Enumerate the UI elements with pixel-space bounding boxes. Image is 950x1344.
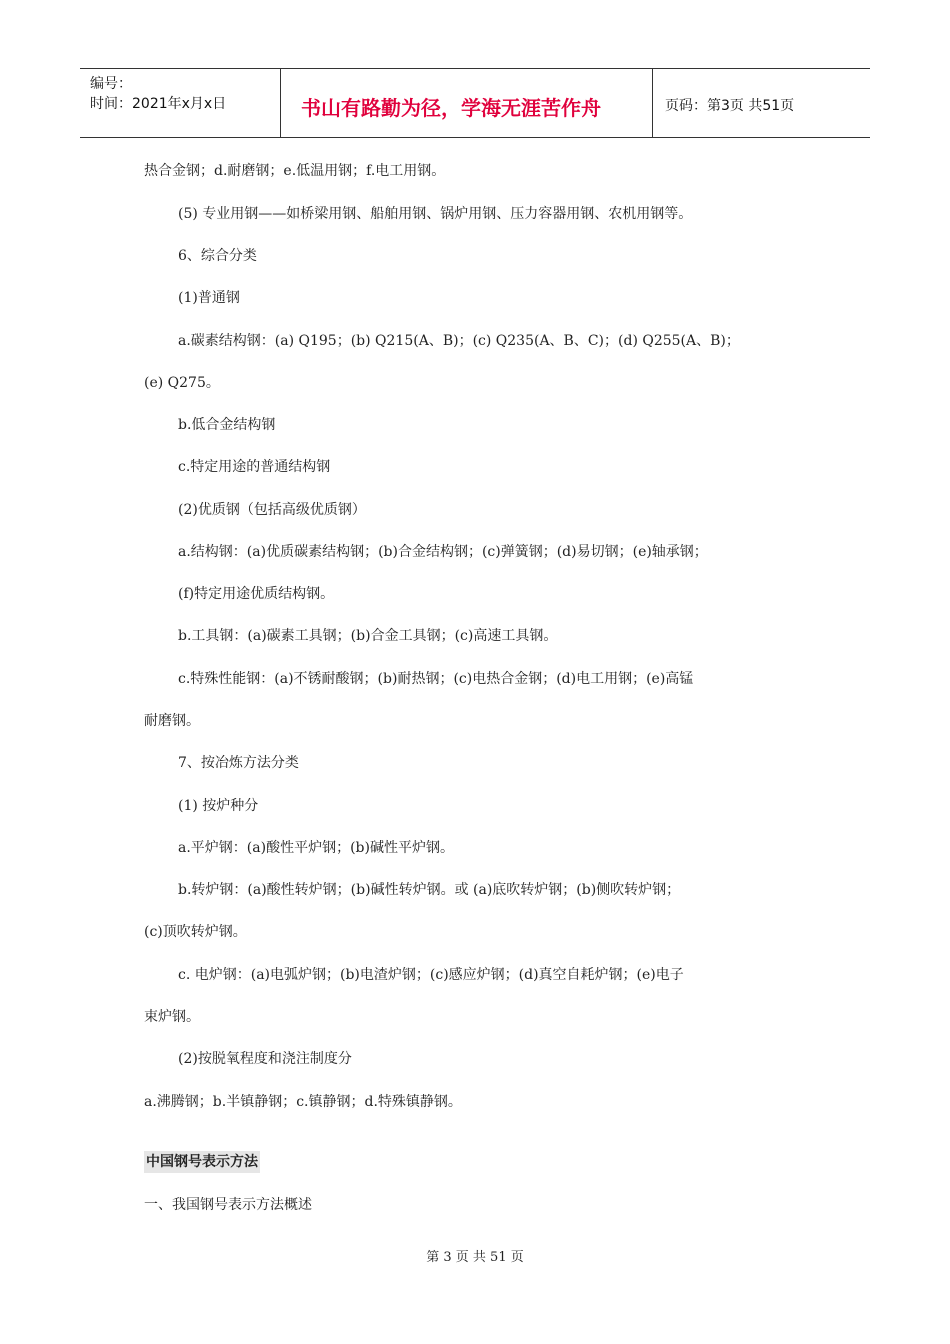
body-line: (1) 按炉种分 [178, 798, 259, 814]
number-label: 编号： [90, 76, 132, 92]
body-line: a.结构钢：(a)优质碳素结构钢；(b)合金结构钢；(c)弹簧钢；(d)易切钢；(e)轴承钢； [178, 544, 708, 560]
page-footer: 第 3 页 共 51 页 [426, 1250, 524, 1265]
subheading: 一、我国钢号表示方法概述 [144, 1197, 312, 1213]
body-line: c. 电炉钢：(a)电弧炉钢；(b)电渣炉钢；(c)感应炉钢；(d)真空自耗炉钢；(e)电子 [178, 967, 684, 983]
header-motto-cell [281, 69, 653, 137]
body-line: (f)特定用途优质结构钢。 [178, 586, 335, 602]
body-line: 束炉钢。 [144, 1009, 200, 1025]
body-line: (1)普通钢 [178, 290, 240, 306]
body-line: (c)顶吹转炉钢。 [144, 924, 247, 940]
body-line: (5) 专业用钢——如桥梁用钢、船舶用钢、锅炉用钢、压力容器用钢、农机用钢等。 [178, 206, 693, 222]
header-meta [80, 69, 281, 137]
body-line: c.特殊性能钢：(a)不锈耐酸钢；(b)耐热钢；(c)电热合金钢；(d)电工用钢；(e)高锰 [178, 671, 694, 687]
page-header [80, 68, 870, 138]
motto: 书山有路勤为径，学海无涯苦作舟 [301, 96, 601, 120]
body-line: 耐磨钢。 [144, 713, 200, 729]
body-line: (e) Q275。 [144, 375, 220, 391]
time-label: 时间：2021年x月x日 [90, 96, 227, 112]
body-line: a.沸腾钢；b.半镇静钢；c.镇静钢；d.特殊镇静钢。 [144, 1094, 462, 1110]
section-heading: 中国钢号表示方法 [144, 1151, 260, 1173]
page-info: 页码：第3页 共51页 [665, 98, 795, 114]
body-line: (2)优质钢（包括高级优质钢） [178, 502, 366, 518]
body-line: c.特定用途的普通结构钢 [178, 459, 331, 475]
body-line: a.平炉钢：(a)酸性平炉钢；(b)碱性平炉钢。 [178, 840, 454, 856]
body-line: a.碳素结构钢：(a) Q195；(b) Q215(A、B)；(c) Q235(A、B、C)；(d) Q255(A、B)； [178, 333, 740, 349]
body-line: 7、按冶炼方法分类 [178, 755, 299, 771]
header-page-cell [653, 69, 870, 137]
body-line: (2)按脱氧程度和浇注制度分 [178, 1051, 352, 1067]
body-line: b.转炉钢：(a)酸性转炉钢；(b)碱性转炉钢。或 (a)底吹转炉钢；(b)侧吹转炉钢； [178, 882, 681, 898]
body-line: 6、综合分类 [178, 248, 257, 264]
body-line: 热合金钢；d.耐磨钢；e.低温用钢；f.电工用钢。 [144, 163, 446, 179]
body-line: b.工具钢：(a)碳素工具钢；(b)合金工具钢；(c)高速工具钢。 [178, 628, 558, 644]
body-line: b.低合金结构钢 [178, 417, 276, 433]
